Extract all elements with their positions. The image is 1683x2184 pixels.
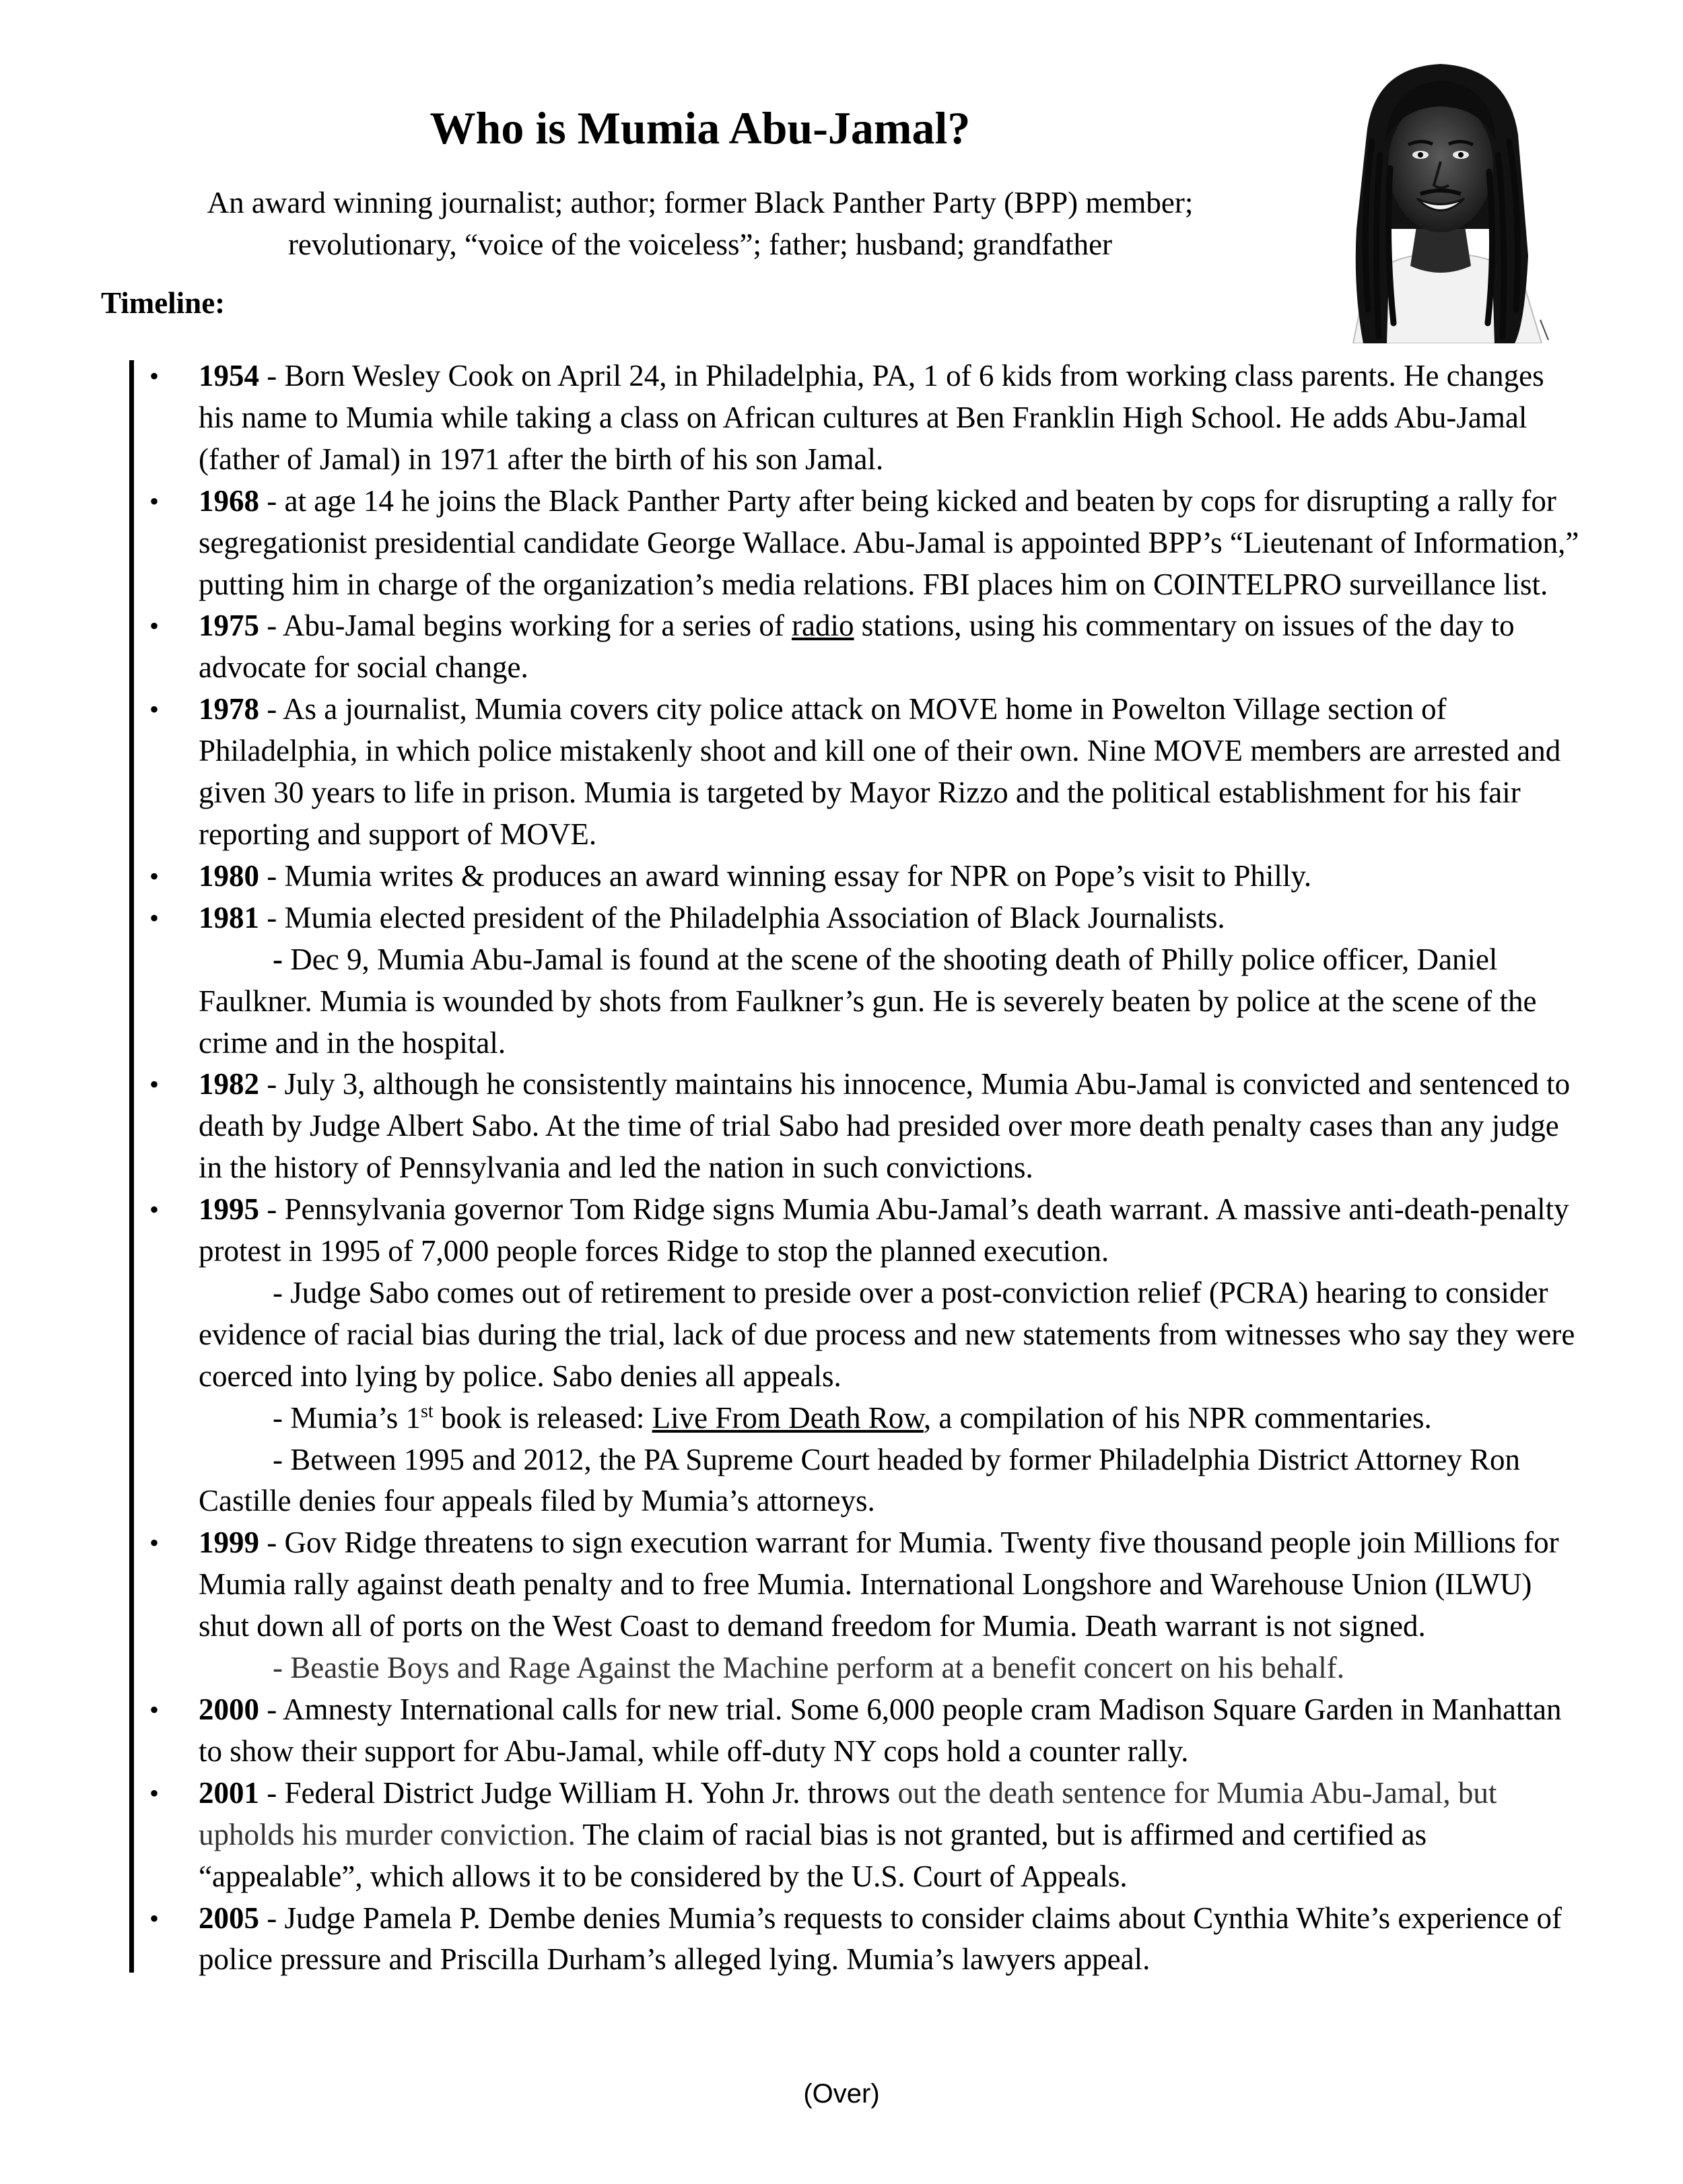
entry-text xyxy=(199,689,1585,856)
sub-text: , a compilation of his NPR commentaries. xyxy=(923,1400,1432,1435)
timeline-entry-1981 xyxy=(0,897,1585,1064)
entry-text xyxy=(199,1064,1585,1189)
entry-year: 1975 xyxy=(199,609,259,643)
subtitle-line-2: revolutionary, “voice of the voiceless”; father; husband; grandfather xyxy=(287,228,1113,261)
entry-year: 1980 xyxy=(199,858,259,893)
entry-subitem: - Beastie Boys and Rage Against the Machine perform at a benefit concert on his behalf. xyxy=(273,1651,1344,1685)
bullet: • xyxy=(149,860,160,891)
entry-subitem xyxy=(199,1398,1585,1439)
entry-text xyxy=(199,1189,1585,1272)
timeline-heading: Timeline: xyxy=(101,286,226,320)
entry-year: 1954 xyxy=(199,359,259,393)
entry-body-cont: stations, using his commentary on issues of the day to advocate for social change. xyxy=(199,609,1515,685)
entry-subitem: - Judge Sabo comes out of retirement to preside over a post-conviction relief (PCRA) hearing to consider evidence of racial bias during the trial, lack of due process and new statements from witnesses who say they were coerced into lying by police. Sabo denies all appeals. xyxy=(199,1275,1575,1393)
entry-text xyxy=(199,605,1585,689)
entry-body: - Mumia elected president of the Philadelphia Association of Black Journalists. xyxy=(259,900,1225,934)
entry-year: 1982 xyxy=(199,1067,259,1101)
entry-body-cont: The claim of racial bias is not granted, but is affirmed and certified as “appealable”, which allows it to be considered by the U.S. Court of Appeals. xyxy=(199,1817,1427,1893)
entry-body: - Abu-Jamal begins working for a series of xyxy=(259,609,792,643)
entry-text xyxy=(199,1689,1585,1773)
bullet: • xyxy=(149,694,160,725)
entry-text xyxy=(199,1522,1585,1647)
bullet: • xyxy=(149,902,160,933)
entry-text xyxy=(199,856,1585,897)
entry-subitem xyxy=(199,939,1585,1064)
portrait-photo xyxy=(1326,54,1555,343)
bullet: • xyxy=(149,361,160,391)
entry-body-gray: out the death sentence for Mumia Abu-Jamal, but upholds his murder conviction. xyxy=(199,1775,1497,1851)
entry-text xyxy=(199,355,1585,481)
timeline-entry-1982 xyxy=(0,1064,1585,1189)
entry-body: - Gov Ridge threatens to sign execution warrant for Mumia. Twenty five thousand people join Millions for Mumia rally against death penalty and to free Mumia. International Longshore and Warehouse Union (ILWU) shut down all of ports on the West Coast to demand freedom for Mumia. Death warrant is not signed. xyxy=(199,1526,1559,1643)
timeline-entry-1980 xyxy=(0,856,1585,897)
timeline-entry-2001 xyxy=(0,1773,1585,1898)
timeline-entry-1975 xyxy=(0,605,1585,689)
entry-year: 1978 xyxy=(199,692,259,726)
entry-year: 2001 xyxy=(199,1775,259,1810)
bullet: • xyxy=(149,611,160,642)
page-footer: (Over) xyxy=(803,2079,880,2109)
entry-body: - Born Wesley Cook on April 24, in Philadelphia, PA, 1 of 6 kids from working class parents. He changes his name to Mumia while taking a class on African cultures at Ben Franklin High School. He adds Abu-Jamal (father of Jamal) in 1971 after the birth of his son Jamal. xyxy=(199,359,1544,476)
entry-subitem: - Between 1995 and 2012, the PA Supreme Court headed by former Philadelphia District Attorney Ron Castille denies four appeals filed by Mumia’s attorneys. xyxy=(199,1442,1521,1518)
entry-body: - July 3, although he consistently maintains his innocence, Mumia Abu-Jamal is convicted and sentenced to death by Judge Albert Sabo. At the time of trial Sabo had presided over more death penalty cases than any judge in the history of Pennsylvania and led the nation in such convictions. xyxy=(199,1067,1571,1185)
bullet: • xyxy=(149,1777,160,1808)
sub-text: Dec 9, Mumia Abu-Jamal is found at the scene of the shooting death of Philly police officer, Daniel Faulkner. Mumia is wounded by shots from Faulkner’s gun. He is severely beaten by police at the scene of the crime and in the hospital. xyxy=(199,942,1537,1060)
entry-year: 2005 xyxy=(199,1901,259,1935)
superscript: st xyxy=(421,1400,434,1422)
entry-body: - As a journalist, Mumia covers city police attack on MOVE home in Powelton Village section of Philadelphia, in which police mistakenly shoot and kill one of their own. Nine MOVE members are arrested and given 30 years to life in prison. Mumia is targeted by Mayor Rizzo and the political establishment for his fair reporting and support of MOVE. xyxy=(199,692,1561,851)
timeline-entry-2005 xyxy=(0,1898,1585,1981)
entry-text xyxy=(199,897,1585,939)
entry-text xyxy=(199,1898,1585,1981)
entry-text xyxy=(199,1773,1585,1898)
radio-link[interactable]: radio xyxy=(792,609,854,643)
entry-body: - at age 14 he joins the Black Panther Party after being kicked and beaten by cops for disrupting a rally for segregationist presidential candidate George Wallace. Abu-Jamal is appointed BPP’s “Lieutenant of Information,” putting him in charge of the organization’s media relations. FBI places him on COINTELPRO surveillance list. xyxy=(199,483,1579,601)
bullet: • xyxy=(149,1903,160,1934)
entry-year: 1995 xyxy=(199,1192,259,1227)
bullet: • xyxy=(149,485,160,516)
timeline-entry-2000 xyxy=(0,1689,1585,1773)
timeline-entry-1978 xyxy=(0,689,1585,856)
bullet: • xyxy=(149,1194,160,1225)
entry-body: - Pennsylvania governor Tom Ridge signs Mumia Abu-Jamal’s death warrant. A massive anti-death-penalty protest in 1995 of 7,000 people forces Ridge to stop the planned execution. xyxy=(199,1192,1569,1268)
entry-year: 1981 xyxy=(199,900,259,934)
subtitle xyxy=(101,182,1299,265)
sub-text: - Mumia’s 1 xyxy=(273,1400,421,1435)
entry-year: 2000 xyxy=(199,1693,259,1726)
timeline-entry-1995 xyxy=(0,1189,1585,1522)
entry-body: - Amnesty International calls for new trial. Some 6,000 people cram Madison Square Garden in Manhattan to show their support for Abu-Jamal, while off-duty NY cops hold a counter rally. xyxy=(199,1693,1562,1768)
bullet: • xyxy=(149,1695,160,1725)
entry-body: - Federal District Judge William H. Yohn Jr. throws xyxy=(259,1775,898,1810)
entry-year: 1999 xyxy=(199,1526,259,1560)
timeline-entry-1954 xyxy=(0,355,1585,481)
timeline-entry-1968 xyxy=(0,481,1585,606)
subtitle-line-1: An award winning journalist; author; former Black Panther Party (BPP) member; xyxy=(207,186,1194,219)
sub-dash: - xyxy=(273,942,291,976)
entry-body: - Mumia writes & produces an award winning essay for NPR on Pope’s visit to Philly. xyxy=(259,858,1312,893)
entry-body: - Judge Pamela P. Dembe denies Mumia’s requests to consider claims about Cynthia White’s experience of police pressure and Priscilla Durham’s alleged lying. Mumia’s lawyers appeal. xyxy=(199,1901,1562,1977)
timeline-list xyxy=(0,355,1683,1981)
entry-year: 1968 xyxy=(199,483,259,518)
bullet: • xyxy=(149,1528,160,1559)
entry-text xyxy=(199,481,1585,606)
timeline-entry-1999 xyxy=(0,1522,1585,1689)
sub-text: book is released: xyxy=(433,1400,652,1435)
bullet: • xyxy=(149,1069,160,1100)
page-title: Who is Mumia Abu-Jamal? xyxy=(430,102,971,153)
book-title: Live From Death Row xyxy=(652,1400,924,1435)
